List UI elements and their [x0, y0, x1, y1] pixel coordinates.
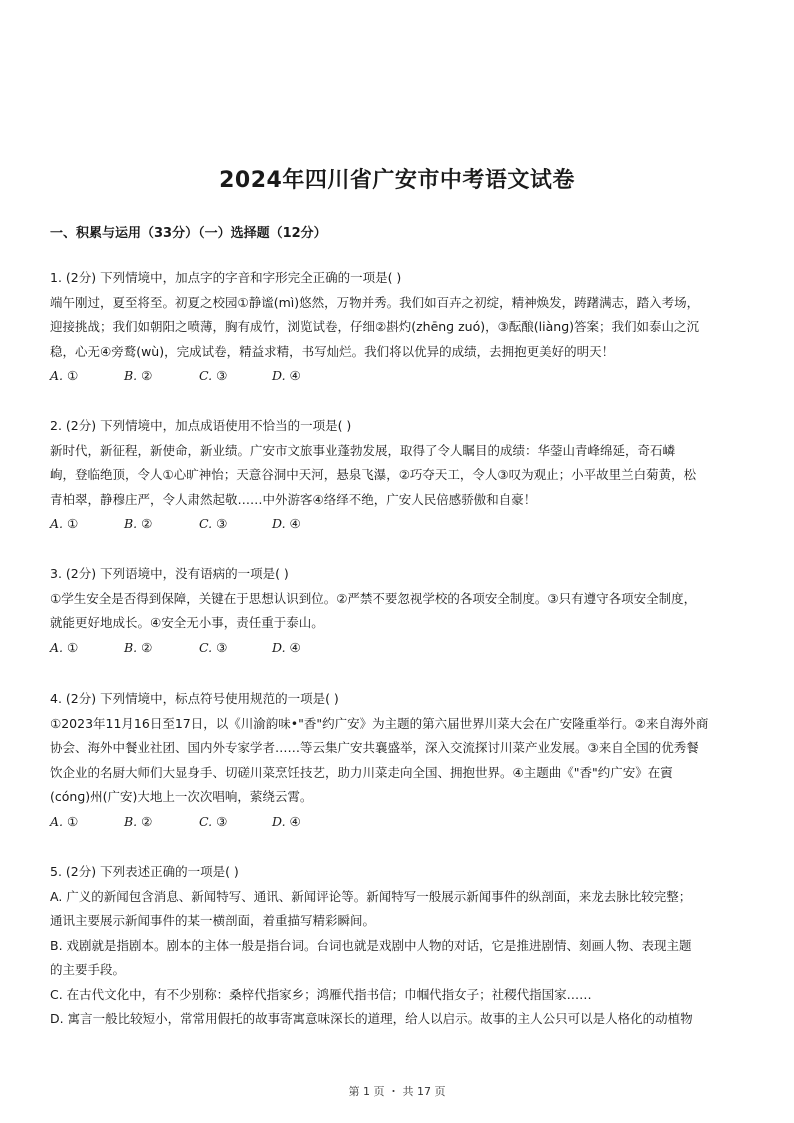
page-title: 2024年四川省广安市中考语文试卷 [219, 168, 575, 193]
answer-option[interactable] [124, 364, 152, 389]
question-text-line: ①学生安全是否得到保障，关键在于思想认识到位。②严禁不要忽视学校的各项安全制度。③只有遵守各项安全制度， [50, 590, 697, 606]
question-text-line: 端午刚过，夏至将至。初夏之校园①静谧(mì)悠然，万物并秀。我们如百卉之初绽，精神焕发，踌躇满志，踏入考场， [50, 294, 700, 310]
section-heading: 一、积累与运用（33分）（一）选择题（12分） [50, 226, 327, 241]
question-text-line: 的主要手段。 [50, 962, 126, 977]
answer-option[interactable] [50, 636, 78, 661]
option-text: ④ [289, 368, 301, 383]
question-1 [50, 266, 750, 389]
answer-option[interactable] [199, 512, 227, 537]
question-text-line: 协会、海外中餐业社团、国内外专家学者……等云集广安共襄盛举，深入交流探讨川菜产业发展。③来自全国的优秀餐 [50, 740, 699, 755]
option-text: ④ [289, 813, 301, 829]
question-text-line: 迎接挑战；我们如朝阳之喷薄，胸有成竹，浏览试卷，仔细②斟灼(zhēnɡ zuó)，③酝酿(liànɡ)答案；我们如泰山之沉 [50, 319, 700, 334]
option-letter: D. [272, 516, 286, 531]
option-text: ④ [289, 516, 301, 531]
question-stem: 5. (2分) 下列表述正确的一项是( ) [50, 864, 239, 879]
option-letter: A. [50, 639, 64, 655]
question-text-line: 就能更好地成长。④安全无小事，责任重于泰山。 [50, 615, 324, 630]
answer-option[interactable] [199, 810, 227, 835]
question-text-line: 通讯主要展示新闻事件的某一横剖面，着重描写精彩瞬间。 [50, 913, 376, 928]
question-text-line: A. 广义的新闻包含消息、新闻特写、通讯、新闻评论等。新闻特写一般展示新闻事件的纵剖面，来龙去脉比较完整； [50, 888, 692, 904]
option-letter: A. [50, 368, 64, 383]
option-text: ③ [216, 368, 228, 383]
option-text: ① [67, 639, 79, 655]
answer-option[interactable] [272, 512, 301, 537]
answer-option[interactable] [272, 810, 301, 835]
option-letter: A. [50, 516, 64, 531]
question-text-line: C. 在古代文化中，有不少别称：桑梓代指家乡；鸿雁代指书信；巾帼代指女子；社稷代指国家…… [50, 986, 592, 1002]
option-text: ③ [216, 639, 228, 655]
question-text-line: 饮企业的名厨大师们大显身手、切磋川菜烹饪技艺，助力川菜走向全国、拥抱世界。④主题曲《"香"约广安》在賨 [50, 764, 673, 780]
question-stem: 4. (2分) 下列情境中，标点符号使用规范的一项是( ) [50, 691, 339, 706]
question-text-line: (cónɡ)州(广安)大地上一次次唱响，萦绕云霄。 [50, 789, 313, 804]
answer-option[interactable] [50, 364, 78, 389]
question-text-line: ①2023年11月16日至17日，以《川渝韵味•"香"约广安》为主题的第六届世界川菜大会在广安隆重举行。②来自海外商 [50, 715, 709, 731]
option-letter: B. [124, 639, 138, 655]
option-text: ② [141, 813, 153, 829]
option-text: ④ [289, 639, 301, 655]
answer-option[interactable] [124, 636, 152, 661]
question-text-line: B. 戏剧就是指剧本。剧本的主体一般是指台词。台词也就是戏剧中人物的对话，它是推进剧情、刻画人物、表现主题 [50, 937, 692, 953]
question-text-line: D. 寓言一般比较短小，常常用假托的故事寄寓意味深长的道理，给人以启示。故事的主人公只可以是人格化的动植物 [50, 1011, 693, 1026]
option-letter: C. [199, 368, 213, 383]
question-text-line: 青柏翠，静穆庄严，令人肃然起敬……中外游客④络绎不绝，广安人民倍感骄傲和自豪！ [50, 491, 537, 507]
question-stem: 3. (2分) 下列语境中，没有语病的一项是( ) [50, 566, 289, 581]
option-row [50, 636, 750, 661]
answer-option[interactable] [124, 512, 152, 537]
question-text-line: 新时代，新征程，新使命，新业绩。广安市文旅事业蓬勃发展，取得了令人瞩目的成绩：华蓥山青峰绵延，奇石嶙 [50, 442, 676, 458]
option-row [50, 810, 750, 835]
answer-option[interactable] [272, 636, 301, 661]
question-stem: 2. (2分) 下列情境中，加点成语使用不恰当的一项是( ) [50, 418, 352, 433]
option-text: ③ [216, 516, 228, 531]
option-letter: B. [124, 516, 138, 531]
answer-option[interactable] [272, 364, 301, 389]
question-2 [50, 414, 750, 537]
option-row [50, 512, 750, 537]
question-5 [50, 860, 750, 1032]
option-text: ① [67, 368, 79, 383]
option-letter: C. [199, 516, 213, 531]
option-letter: B. [124, 368, 138, 383]
option-letter: B. [124, 813, 138, 829]
question-text-line: 峋，登临绝顶，令人①心旷神怡；天意谷洞中天河，悬泉飞瀑，②巧夺天工，令人③叹为观止；小平故里兰白菊黄，松 [50, 467, 697, 482]
answer-option[interactable] [199, 636, 227, 661]
option-letter: D. [272, 368, 286, 383]
option-text: ① [67, 516, 79, 531]
option-letter: D. [272, 639, 286, 655]
option-letter: A. [50, 813, 64, 829]
answer-option[interactable] [50, 512, 78, 537]
option-row [50, 364, 750, 389]
option-text: ② [141, 516, 153, 531]
option-text: ③ [216, 813, 228, 829]
page-footer: 第 1 页 ・ 共 17 页 [348, 1085, 446, 1098]
option-text: ② [141, 368, 153, 383]
question-stem: 1. (2分) 下列情境中，加点字的字音和字形完全正确的一项是( ) [50, 270, 402, 285]
question-text-line: 稳，心无④旁鹜(wù)，完成试卷，精益求精，书写灿烂。我们将以优异的成绩，去拥抱更美好的明天！ [50, 343, 615, 359]
option-letter: C. [199, 813, 213, 829]
question-3 [50, 562, 750, 660]
option-text: ② [141, 639, 153, 655]
option-letter: D. [272, 813, 286, 829]
answer-option[interactable] [199, 364, 227, 389]
answer-option[interactable] [124, 810, 152, 835]
question-4 [50, 687, 750, 834]
answer-option[interactable] [50, 810, 78, 835]
option-letter: C. [199, 639, 213, 655]
option-text: ① [67, 813, 79, 829]
